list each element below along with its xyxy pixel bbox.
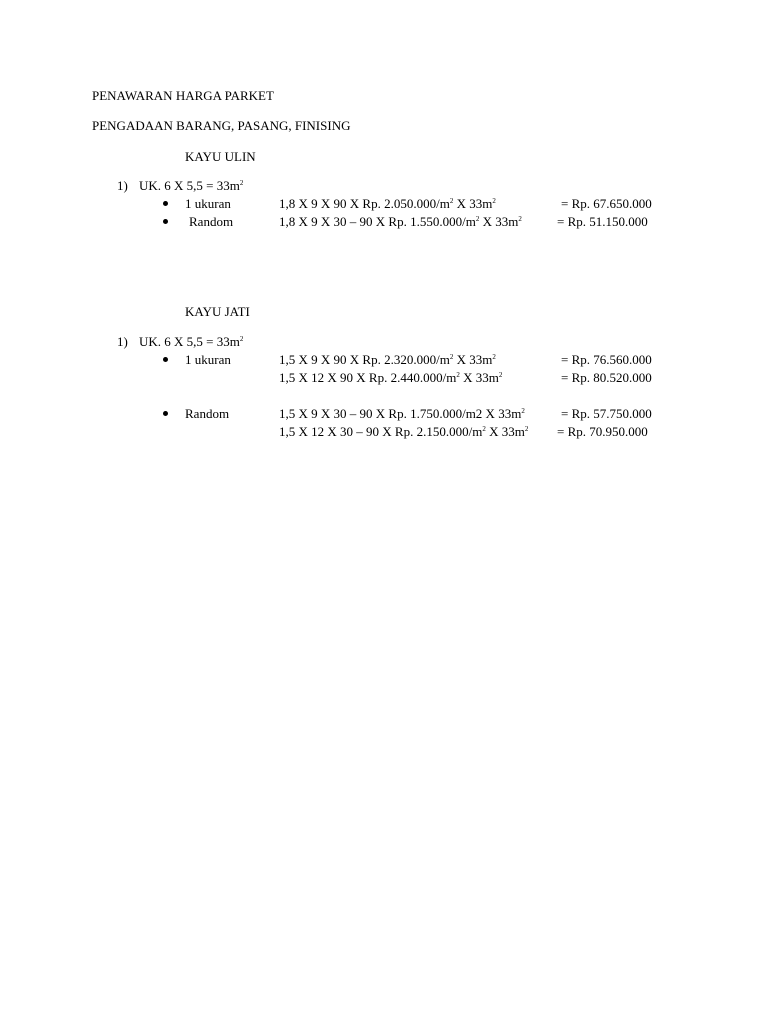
row-total: = Rp. 80.520.000 — [561, 370, 652, 385]
row-total: = Rp. 67.650.000 — [561, 196, 652, 211]
row-calculation: 1,5 X 12 X 30 – 90 X Rp. $2.150.000/m^2$ X $33m^2$ — [279, 424, 529, 439]
row-total: = Rp. 51.150.000 — [557, 214, 648, 229]
row-label: Random — [185, 406, 230, 421]
bullet-icon — [163, 411, 168, 416]
row-label: Random — [189, 214, 234, 229]
section-heading-jati: KAYU JATI — [185, 304, 250, 319]
bullet-icon — [163, 219, 168, 224]
row-calculation: 1,5 X 9 X 90 X Rp. $2.320.000/m^2$ X $33m^2$ — [279, 352, 496, 367]
section-heading-ulin: KAYU ULIN — [185, 149, 256, 164]
item-number: 1) — [117, 334, 128, 349]
item-number: 1) — [117, 178, 128, 193]
document-subtitle: PENGADAAN BARANG, PASANG, FINISING — [92, 118, 351, 133]
row-total: = Rp. 57.750.000 — [561, 406, 652, 421]
row-label: 1 ukuran — [185, 352, 231, 367]
item-size: UK. 6 X $5,5 = 33m^2$ — [139, 334, 244, 349]
row-calculation: 1,8 X 9 X 30 – 90 X Rp. $1.550.000/m^2$ X $33m^2$ — [279, 214, 522, 229]
row-label: 1 ukuran — [185, 196, 231, 211]
row-total: = Rp. 76.560.000 — [561, 352, 652, 367]
row-calculation: 1,5 X 12 X 90 X Rp. $2.440.000/m^2$ X $33m^2$ — [279, 370, 503, 385]
bullet-icon — [163, 357, 168, 362]
item-size: UK. 6 X $5,5 = 33m^2$ — [139, 178, 244, 193]
bullet-icon — [163, 201, 168, 206]
row-calculation: 1,5 X 9 X 30 – 90 X Rp. 1.750.000/m2 X $33m^2$ — [279, 406, 525, 421]
document-title: PENAWARAN HARGA PARKET — [92, 88, 274, 103]
row-total: = Rp. 70.950.000 — [557, 424, 648, 439]
row-calculation: 1,8 X 9 X 90 X Rp. $2.050.000/m^2$ X $33m^2$ — [279, 196, 496, 211]
